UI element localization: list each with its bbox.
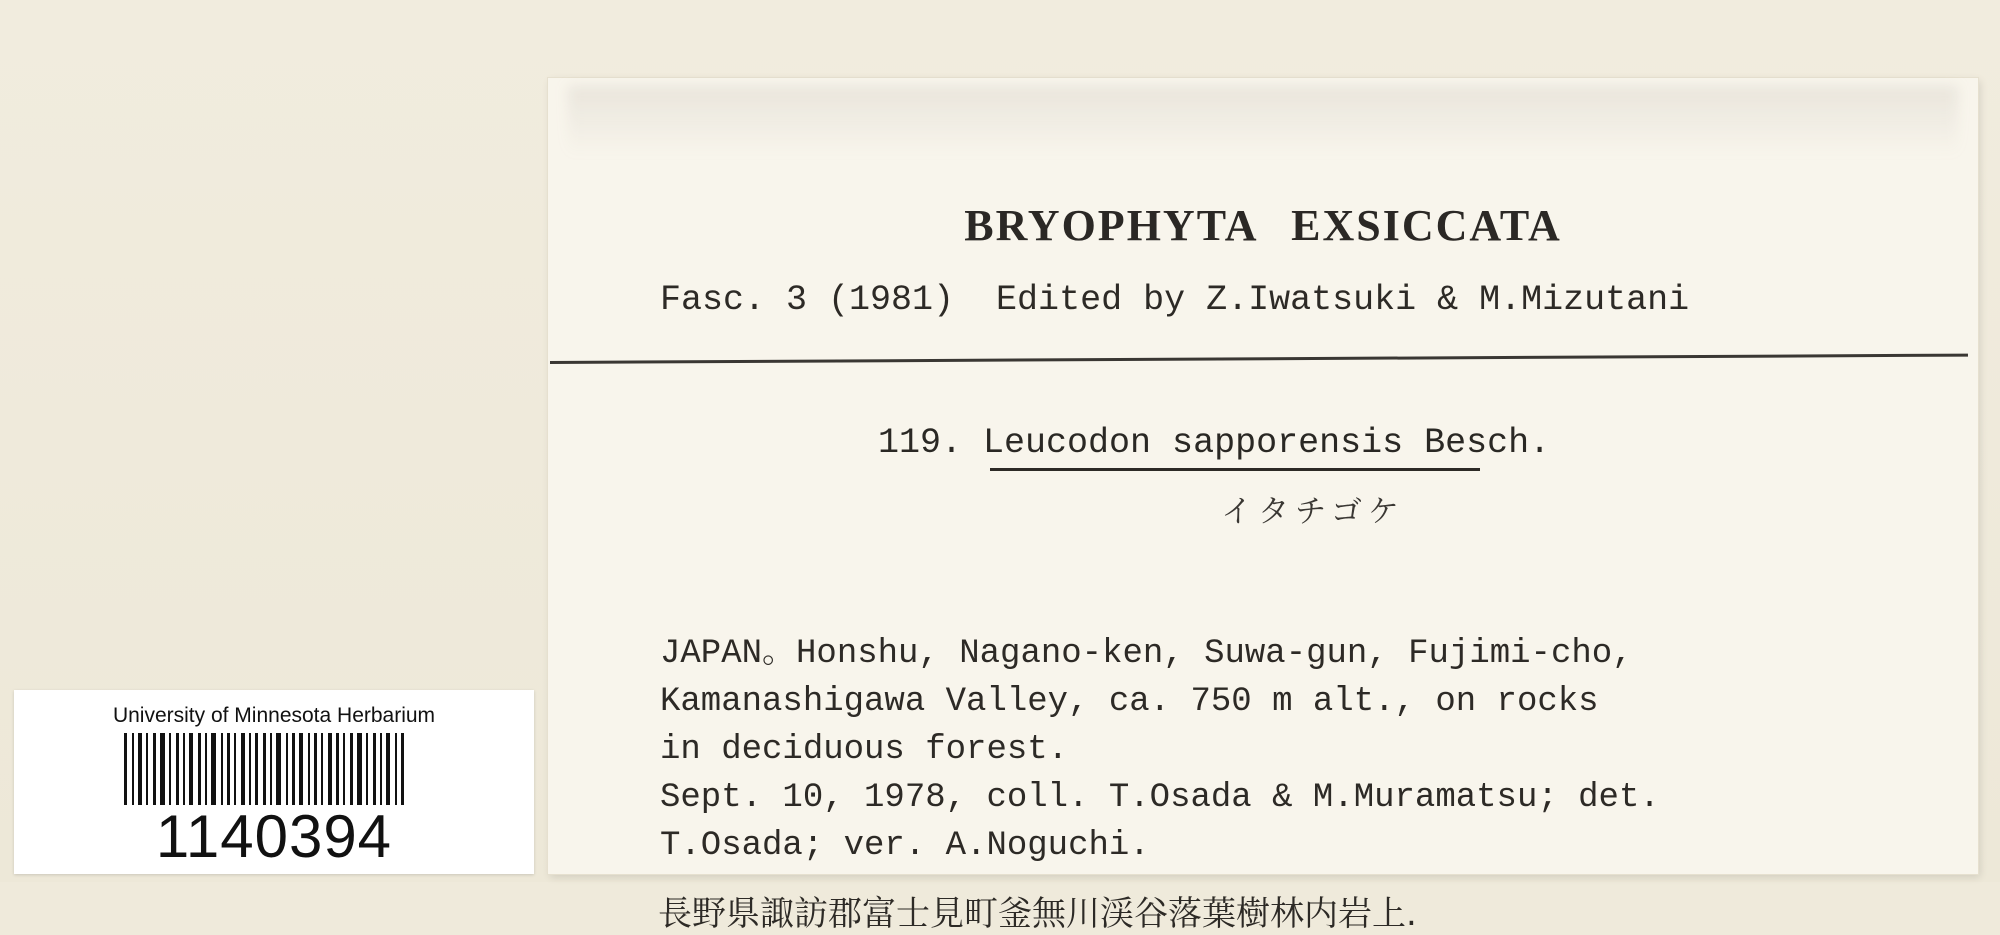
barcode-stripe — [276, 733, 281, 805]
barcode-stripe — [211, 733, 216, 805]
exsiccata-number: 119. — [878, 423, 963, 463]
barcode-stripe — [357, 733, 362, 805]
barcode-stripe — [314, 733, 317, 805]
barcode-stripe — [299, 733, 303, 805]
locality-line: Kamanashigawa Valley, ca. 750 m alt., on rocks — [660, 683, 1599, 721]
barcode-stripe — [249, 733, 251, 805]
barcode-stripe — [221, 733, 223, 805]
barcode-label — [14, 690, 534, 874]
barcode-stripe — [160, 733, 165, 805]
barcode-stripe — [366, 733, 368, 805]
japanese-name: イタチゴケ — [1221, 494, 1405, 530]
barcode-stripe — [380, 733, 382, 805]
barcode-stripe — [146, 733, 148, 805]
barcode-icon — [124, 733, 442, 805]
institution-name: University of Minnesota Herbarium — [112, 704, 436, 727]
collection-line: Sept. 10, 1978, coll. T.Osada & M.Muramatsu; det. — [660, 779, 1660, 817]
barcode-stripe — [255, 733, 258, 805]
species-name: Leucodon sapporensis — [983, 423, 1404, 463]
barcode-stripe — [227, 733, 230, 805]
fascicle-line: Fasc. 3 (1981) Edited by Z.Iwatsuki & M.Mizutani — [660, 280, 1690, 320]
species-author: Besch. — [1424, 423, 1551, 463]
barcode-stripe — [401, 733, 404, 805]
barcode-stripe — [292, 733, 295, 805]
barcode-stripe — [241, 733, 245, 805]
barcode-stripe — [395, 733, 397, 805]
barcode-stripe — [336, 733, 339, 805]
catalog-number: 1140394 — [155, 803, 393, 870]
japanese-locality: 長野県諏訪郡富士見町釜無川渓谷落葉樹林内岩上. — [658, 894, 1417, 934]
barcode-stripe — [124, 733, 127, 805]
specimen-label — [548, 78, 1978, 934]
barcode-stripe — [328, 733, 332, 805]
barcode-stripe — [234, 733, 236, 805]
determination-line: T.Osada; ver. A.Noguchi. — [660, 827, 1150, 865]
locality-line: in deciduous forest. — [660, 731, 1069, 769]
barcode-stripe — [263, 733, 266, 805]
barcode-stripe — [176, 733, 179, 805]
barcode-stripe — [169, 733, 171, 805]
divider-rule — [550, 354, 1968, 364]
barcode-stripe — [270, 733, 272, 805]
species-line — [878, 423, 1550, 463]
barcode-stripe — [198, 733, 201, 805]
barcode-stripe — [138, 733, 142, 805]
barcode-stripe — [153, 733, 156, 805]
barcode-stripe — [308, 733, 310, 805]
barcode-stripe — [373, 733, 376, 805]
label-stain — [568, 86, 1958, 156]
locality-line: JAPAN。Honshu, Nagano-ken, Suwa-gun, Fujimi-cho, — [660, 635, 1633, 673]
barcode-stripe — [386, 733, 390, 805]
barcode-stripe — [321, 733, 323, 805]
label-title: BRYOPHYTA EXSICCATA — [964, 201, 1562, 250]
barcode-stripe — [132, 733, 134, 805]
barcode-stripe — [350, 733, 353, 805]
species-underline — [990, 468, 1480, 471]
barcode-stripe — [183, 733, 185, 805]
barcode-stripe — [205, 733, 207, 805]
barcode-stripe — [286, 733, 288, 805]
barcode-stripe — [189, 733, 193, 805]
locality-block — [660, 630, 1660, 870]
barcode-stripe — [343, 733, 345, 805]
